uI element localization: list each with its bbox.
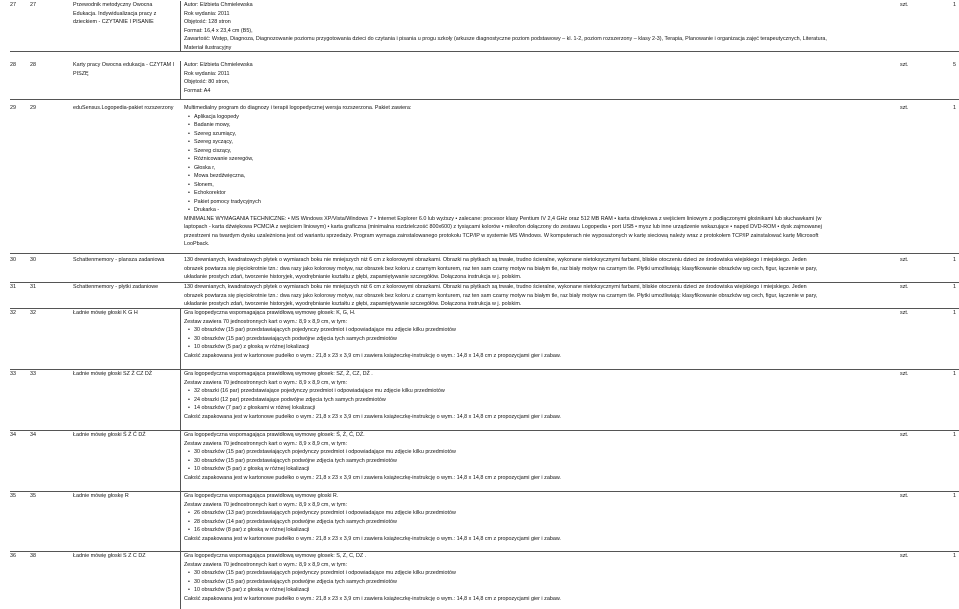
table-row <box>10 256 959 283</box>
quantity: 1 <box>953 553 956 559</box>
unit: szt. <box>900 310 909 316</box>
quantity: 1 <box>953 257 956 263</box>
item-description: Autor: Elżbieta Chmielewska Rok wydania: 2011 Objętość: 80 stron, Format: A4 <box>184 62 253 94</box>
list-item: • 26 obrazków (13 par) przedstawiających pojedynczy przedmiot i odpowiadające mu zdjęcie kilku przedmiotów <box>194 509 896 518</box>
quantity: 1 <box>953 310 956 316</box>
quantity: 1 <box>953 2 956 8</box>
item-description: Gra logopedyczna wspomagająca prawidłową wymowę głoski R. Zestaw zawiera 70 jednostronnych kart o wym.: 8,9 x 8,9 cm, w tym: • 26 obrazków (13 par) przedstawiających pojedynczy przedmiot i odpowiadające mu zdjęcie kilku przedmiotów • 28 obrazków (14 par) przedstawiających podwójne zdjęcia tych samych przedmiotów • 16 obrazków (8 par) z głoską w różnej lokalizacji Całość zapakowana jest w kartonowe pudełko o wym.: 21,8 x 23 x 3,9 cm i zawiera książeczkę-instrukcję o wym.: 14,8 x 14,8 cm z propozycjami gier i zabaw. <box>184 492 896 543</box>
row-no: 38 <box>30 553 36 559</box>
item-name: Przewodnik metodyczny Owocna Edukacja. Indywidualizacja pracy z dzieckiem - CZYTANIE I PISANIE <box>73 1 181 52</box>
quantity: 1 <box>953 105 956 111</box>
item-description: Gra logopedyczna wspomagająca prawidłową wymowę głosek: K, G, H. Zestaw zawiera 70 jednostronnych kart o wym.: 8,9 x 8,9 cm, w tym: • 30 obrazków (15 par) przedstawiających pojedynczy przedmiot i odpowiadające mu zdjęcie kilku przedmiotów • 30 obrazków (15 par) przedstawiających podwójne zdjęcia tych samych przedmiotów • 10 obrazków (5 par) z głoską w różnej lokalizacji Całość zapakowana jest w kartonowe pudełko o wym.: 21,8 x 23 x 3,9 cm i zawiera książeczkę-instrukcję o wym.: 14,8 x 14,8 cm z propozycjami gier i zabaw. <box>184 309 896 360</box>
table-row <box>10 552 959 609</box>
feature-list <box>184 113 896 215</box>
row-lp: 32 <box>10 310 16 316</box>
card-list <box>184 387 896 413</box>
unit: szt. <box>900 257 909 263</box>
list-item: • 30 obrazków (15 par) przedstawiających podwójne zdjęcia tych samych przedmiotów <box>194 578 896 587</box>
table-row <box>10 61 959 100</box>
quantity: 1 <box>953 284 956 290</box>
unit: szt. <box>900 62 909 68</box>
list-item: • Szereg syczący, <box>194 138 896 147</box>
list-item: • Szereg ciszący, <box>194 147 896 156</box>
item-description: Gra logopedyczna wspomagająca prawidłową wymowę głosek: S, Z, C, DZ . Zestaw zawiera 70 jednostronnych kart o wym.: 8,9 x 8,9 cm, w tym: • 30 obrazków (15 par) przedstawiających pojedynczy przedmiot i odpowiadające mu zdjęcie kilku przedmiotów • 30 obrazków (15 par) przedstawiających podwójne zdjęcia tych samych przedmiotów • 10 obrazków (5 par) z głoską w różnej lokalizacji Całość zapakowana jest w kartonowe pudełko o wym.: 21,8 x 23 x 3,9 cm i zawiera książeczkę-instrukcję o wym.: 14,8 x 14,8 cm z propozycjami gier i zabaw. <box>184 552 896 603</box>
quantity: 5 <box>953 62 956 68</box>
row-lp: 33 <box>10 371 16 377</box>
row-lp: 36 <box>10 553 16 559</box>
unit: szt. <box>900 105 909 111</box>
item-description: 130 drewnianych, kwadratowych płytek o wymiarach boku nie mniejszych niż 6 cm z kolorowymi obrazkami. Obrazki na płytkach są trwałe, trudno ścieralne, wykonane nietoksycznymi farbami, bliskie otoczeniu dzieci ze środowiska wiejskiego i miejskiego. Jeden obrazek powtarza się pięciokrotnie tzn.: dwa razy jako kolorowy motyw, raz obrazek bez koloru z czarnym konturem, raz ten sam czarny motyw na białym tle, raz biały motyw na czarnym tle. Płytki umożliwiają: klasyfikowanie obrazków wg cech, figur, łączenie w pary, układanie prostych zdań, tworzenie historyjek, wyodrębnianie kształtu z głębi, zapamiętywanie szczegółów. Dołączona instrukcja w j. polskim. <box>184 257 818 280</box>
list-item: • 30 obrazków (15 par) przedstawiających pojedynczy przedmiot i odpowiadające mu zdjęcie kilku przedmiotów <box>194 326 896 335</box>
list-item: • Pakiet pomocy tradycyjnych <box>194 198 896 207</box>
list-item: • 30 obrazków (15 par) przedstawiających pojedynczy przedmiot i odpowiadające mu zdjęcie kilku przedmiotów <box>194 569 896 578</box>
list-item: • Aplikacja logopedy <box>194 113 896 122</box>
row-lp: 29 <box>10 105 16 111</box>
list-item: • 30 obrazków (15 par) przedstawiających pojedynczy przedmiot i odpowiadające mu zdjęcie kilku przedmiotów <box>194 448 896 457</box>
row-no: 27 <box>30 2 36 8</box>
card-list <box>184 448 896 474</box>
row-no: 30 <box>30 257 36 263</box>
list-item: • 10 obrazków (5 par) z głoską w różnej lokalizacji <box>194 465 896 474</box>
list-item: • 30 obrazków (15 par) przedstawiających podwójne zdjęcia tych samych przedmiotów <box>194 457 896 466</box>
row-no: 28 <box>30 62 36 68</box>
row-no: 29 <box>30 105 36 111</box>
row-lp: 35 <box>10 493 16 499</box>
unit: szt. <box>900 371 909 377</box>
item-name: Schattenmemory - plansza zadaniowa <box>73 257 165 263</box>
quantity: 1 <box>953 493 956 499</box>
list-item: • 14 obrazków (7 par) z głoskami w różnej lokalizacji <box>194 404 896 413</box>
list-item: • 10 obrazków (5 par) z głoską w różnej lokalizacji <box>194 343 896 352</box>
table-row <box>10 370 959 431</box>
table-row <box>10 283 959 309</box>
item-name: eduSensus.Logopedia-pakiet rozszerzony <box>73 105 174 111</box>
unit: szt. <box>900 2 909 8</box>
row-lp: 28 <box>10 62 16 68</box>
unit: szt. <box>900 553 909 559</box>
item-name: Karty pracy Owocna edukacja - CZYTAM I PISZĘ <box>73 61 181 100</box>
list-item: • 28 obrazków (14 par) przedstawiających podwójne zdjęcia tych samych przedmiotów <box>194 518 896 527</box>
item-description: Autor: Elżbieta Chmielewska Rok wydania: 2011 Objętość: 128 stron Format: 16,4 x 23,4 cm (B5), Zawartość: Wstęp, Diagnoza, Diagnozowanie poziomu przygotowania dzieci do czytania i pisania u progu szkoły (arkusze diagnostyczne poziom podstawowy – kl. 1-2, poziom rozszerzony – klasy 2-3), Terapia, Planowanie i organizacja zajęć terapeutycznych, Literatura, Materiał ilustracyjny <box>184 2 827 51</box>
list-item: • 32 obrazki (16 par) przedstawiające pojedynczy przedmiot i odpowiadające mu zdjęcie kilku przedmiotów <box>194 387 896 396</box>
table-row <box>10 104 959 254</box>
quantity: 1 <box>953 432 956 438</box>
unit: szt. <box>900 432 909 438</box>
row-lp: 31 <box>10 284 16 290</box>
row-lp: 30 <box>10 257 16 263</box>
row-no: 35 <box>30 493 36 499</box>
item-name: Ładnie mówię głoskę R <box>73 492 181 552</box>
table-row <box>10 309 959 370</box>
list-item: • Głoska r, <box>194 164 896 173</box>
table-row <box>10 492 959 552</box>
item-name: Ładnie mówię głoski S Z C DZ <box>73 552 181 609</box>
list-item: • Szereg szumiący, <box>194 130 896 139</box>
item-description: Multimedialny program do diagnozy i terapii logopedycznej wersja rozszerzona. Pakiet zawiera: • Aplikacja logopedy • Badanie mowy, • Szereg szumiący, • Szereg syczący, • Szereg ciszący, • Różnicowanie szeregów, • Głoska r, • Mowa bezdźwięczna, • Słonem, • Echokorektor • Pakiet pomocy tradycyjnych • Drukarka - MINIMALNE WYMAGANIA TECHNICZNE: • MS Windows XP/Vista/Windows 7 • Internet Explorer 6.0 lub wyższy • zalecane: procesor klasy Pentium IV 2,4 GHz oraz 512 MB RAM • karta dźwiękowa z wejściem liniowym z podłączonymi głośnikami lub słuchawkami (w laptopach - karta dźwiękowa PCMCIA z wejściem liniowym) • karta graficzna (minimalna rozdzielczość 800x600) z tysiącami kolorów • mikrofon dołączony do zestawu Logopedia • port USB • mysz lub inne urządzenie wskazujące • napęd DVD-ROM • dysk zajmowanej przestrzeni na twardym dysku uzależniona jest od wariantu sprzedaży. Program wymaga zainstalowanego protokołu TCP/IP w systemie MS Windows. W komputerach nie wyposażonych w kartę sieciową należy wraz z protokołem TCP/IP zainstalować kartę Microsoft LooPback. <box>184 104 896 249</box>
quantity: 1 <box>953 371 956 377</box>
row-lp: 27 <box>10 2 16 8</box>
item-description: 130 drewnianych, kwadratowych płytek o wymiarach boku nie mniejszych niż 6 cm z kolorowymi obrazkami. Obrazki na płytkach są trwałe, trudno ścieralne, wykonane nietoksycznymi farbami, bliskie otoczeniu dzieci ze środowiska wiejskiego i miejskiego. Jeden obrazek powtarza się pięciokrotnie tzn.: dwa razy jako kolorowy motyw, raz obrazek bez koloru z czarnym konturem, raz ten sam czarny motyw na białym tle, raz biały motyw na czarnym tle. Płytki umożliwiają: klasyfikowanie obrazków wg cech, figur, łączenie w pary, układanie prostych zdań, tworzenie historyjek, wyodrębnianie kształtu z głębi, zapamiętywanie szczegółów. Dołączona instrukcja w j. polskim. <box>184 284 818 307</box>
row-no: 31 <box>30 284 36 290</box>
item-name: Ładnie mówię głoski Ś Ź Ć DŹ <box>73 431 181 492</box>
row-no: 32 <box>30 310 36 316</box>
card-list <box>184 569 896 595</box>
item-description: Gra logopedyczna wspomagająca prawidłową wymowę głosek: SZ, Ż, CZ, DŻ . Zestaw zawiera 70 jednostronnych kart o wym.: 8,9 x 8,9 cm, w tym: • 32 obrazki (16 par) przedstawiające pojedynczy przedmiot i odpowiadające mu zdjęcie kilku przedmiotów • 24 obrazki (12 par) przedstawiające podwójne zdjęcia tych samych przedmiotów • 14 obrazków (7 par) z głoskami w różnej lokalizacji Całość zapakowana jest w kartonowe pudełko o wym.: 21,8 x 23 x 3,9 cm i zawiera książeczkę-instrukcję o wym.: 14,8 x 14,8 cm z propozycjami gier i zabaw. <box>184 370 896 421</box>
list-item: • 30 obrazków (15 par) przedstawiających podwójne zdjęcia tych samych przedmiotów <box>194 335 896 344</box>
item-description: Gra logopedyczna wspomagająca prawidłową wymowę głosek: Ś, Ź, Ć, DŹ. Zestaw zawiera 70 jednostronnych kart o wym.: 8,9 x 8,9 cm, w tym: • 30 obrazków (15 par) przedstawiających pojedynczy przedmiot i odpowiadające mu zdjęcie kilku przedmiotów • 30 obrazków (15 par) przedstawiających podwójne zdjęcia tych samych przedmiotów • 10 obrazków (5 par) z głoską w różnej lokalizacji Całość zapakowana jest w kartonowe pudełko o wym.: 21,8 x 23 x 3,9 cm i zawiera książeczkę-instrukcję o wym.: 14,8 x 14,8 cm z propozycjami gier i zabaw. <box>184 431 896 482</box>
list-item: • Badanie mowy, <box>194 121 896 130</box>
unit: szt. <box>900 284 909 290</box>
list-item: • 10 obrazków (5 par) z głoską w różnej lokalizacji <box>194 586 896 595</box>
row-no: 33 <box>30 371 36 377</box>
unit: szt. <box>900 493 909 499</box>
table-row <box>10 1 959 52</box>
list-item: • Echokorektor <box>194 189 896 198</box>
card-list <box>184 509 896 535</box>
table-row <box>10 431 959 492</box>
list-item: • Drukarka - <box>194 206 896 215</box>
row-lp: 34 <box>10 432 16 438</box>
row-no: 34 <box>30 432 36 438</box>
item-name: Ładnie mówię głoski SZ Ż CZ DŻ <box>73 370 181 431</box>
list-item: • Różnicowanie szeregów, <box>194 155 896 164</box>
list-item: • 16 obrazków (8 par) z głoską w różnej lokalizacji <box>194 526 896 535</box>
item-name: Schattenmemory - płytki zadaniowe <box>73 284 159 290</box>
item-name: Ładnie mówię głoski K G H <box>73 309 181 370</box>
list-item: • 24 obrazki (12 par) przedstawiające podwójne zdjęcia tych samych przedmiotów <box>194 396 896 405</box>
card-list <box>184 326 896 352</box>
list-item: • Mowa bezdźwięczna, <box>194 172 896 181</box>
list-item: • Słonem, <box>194 181 896 190</box>
